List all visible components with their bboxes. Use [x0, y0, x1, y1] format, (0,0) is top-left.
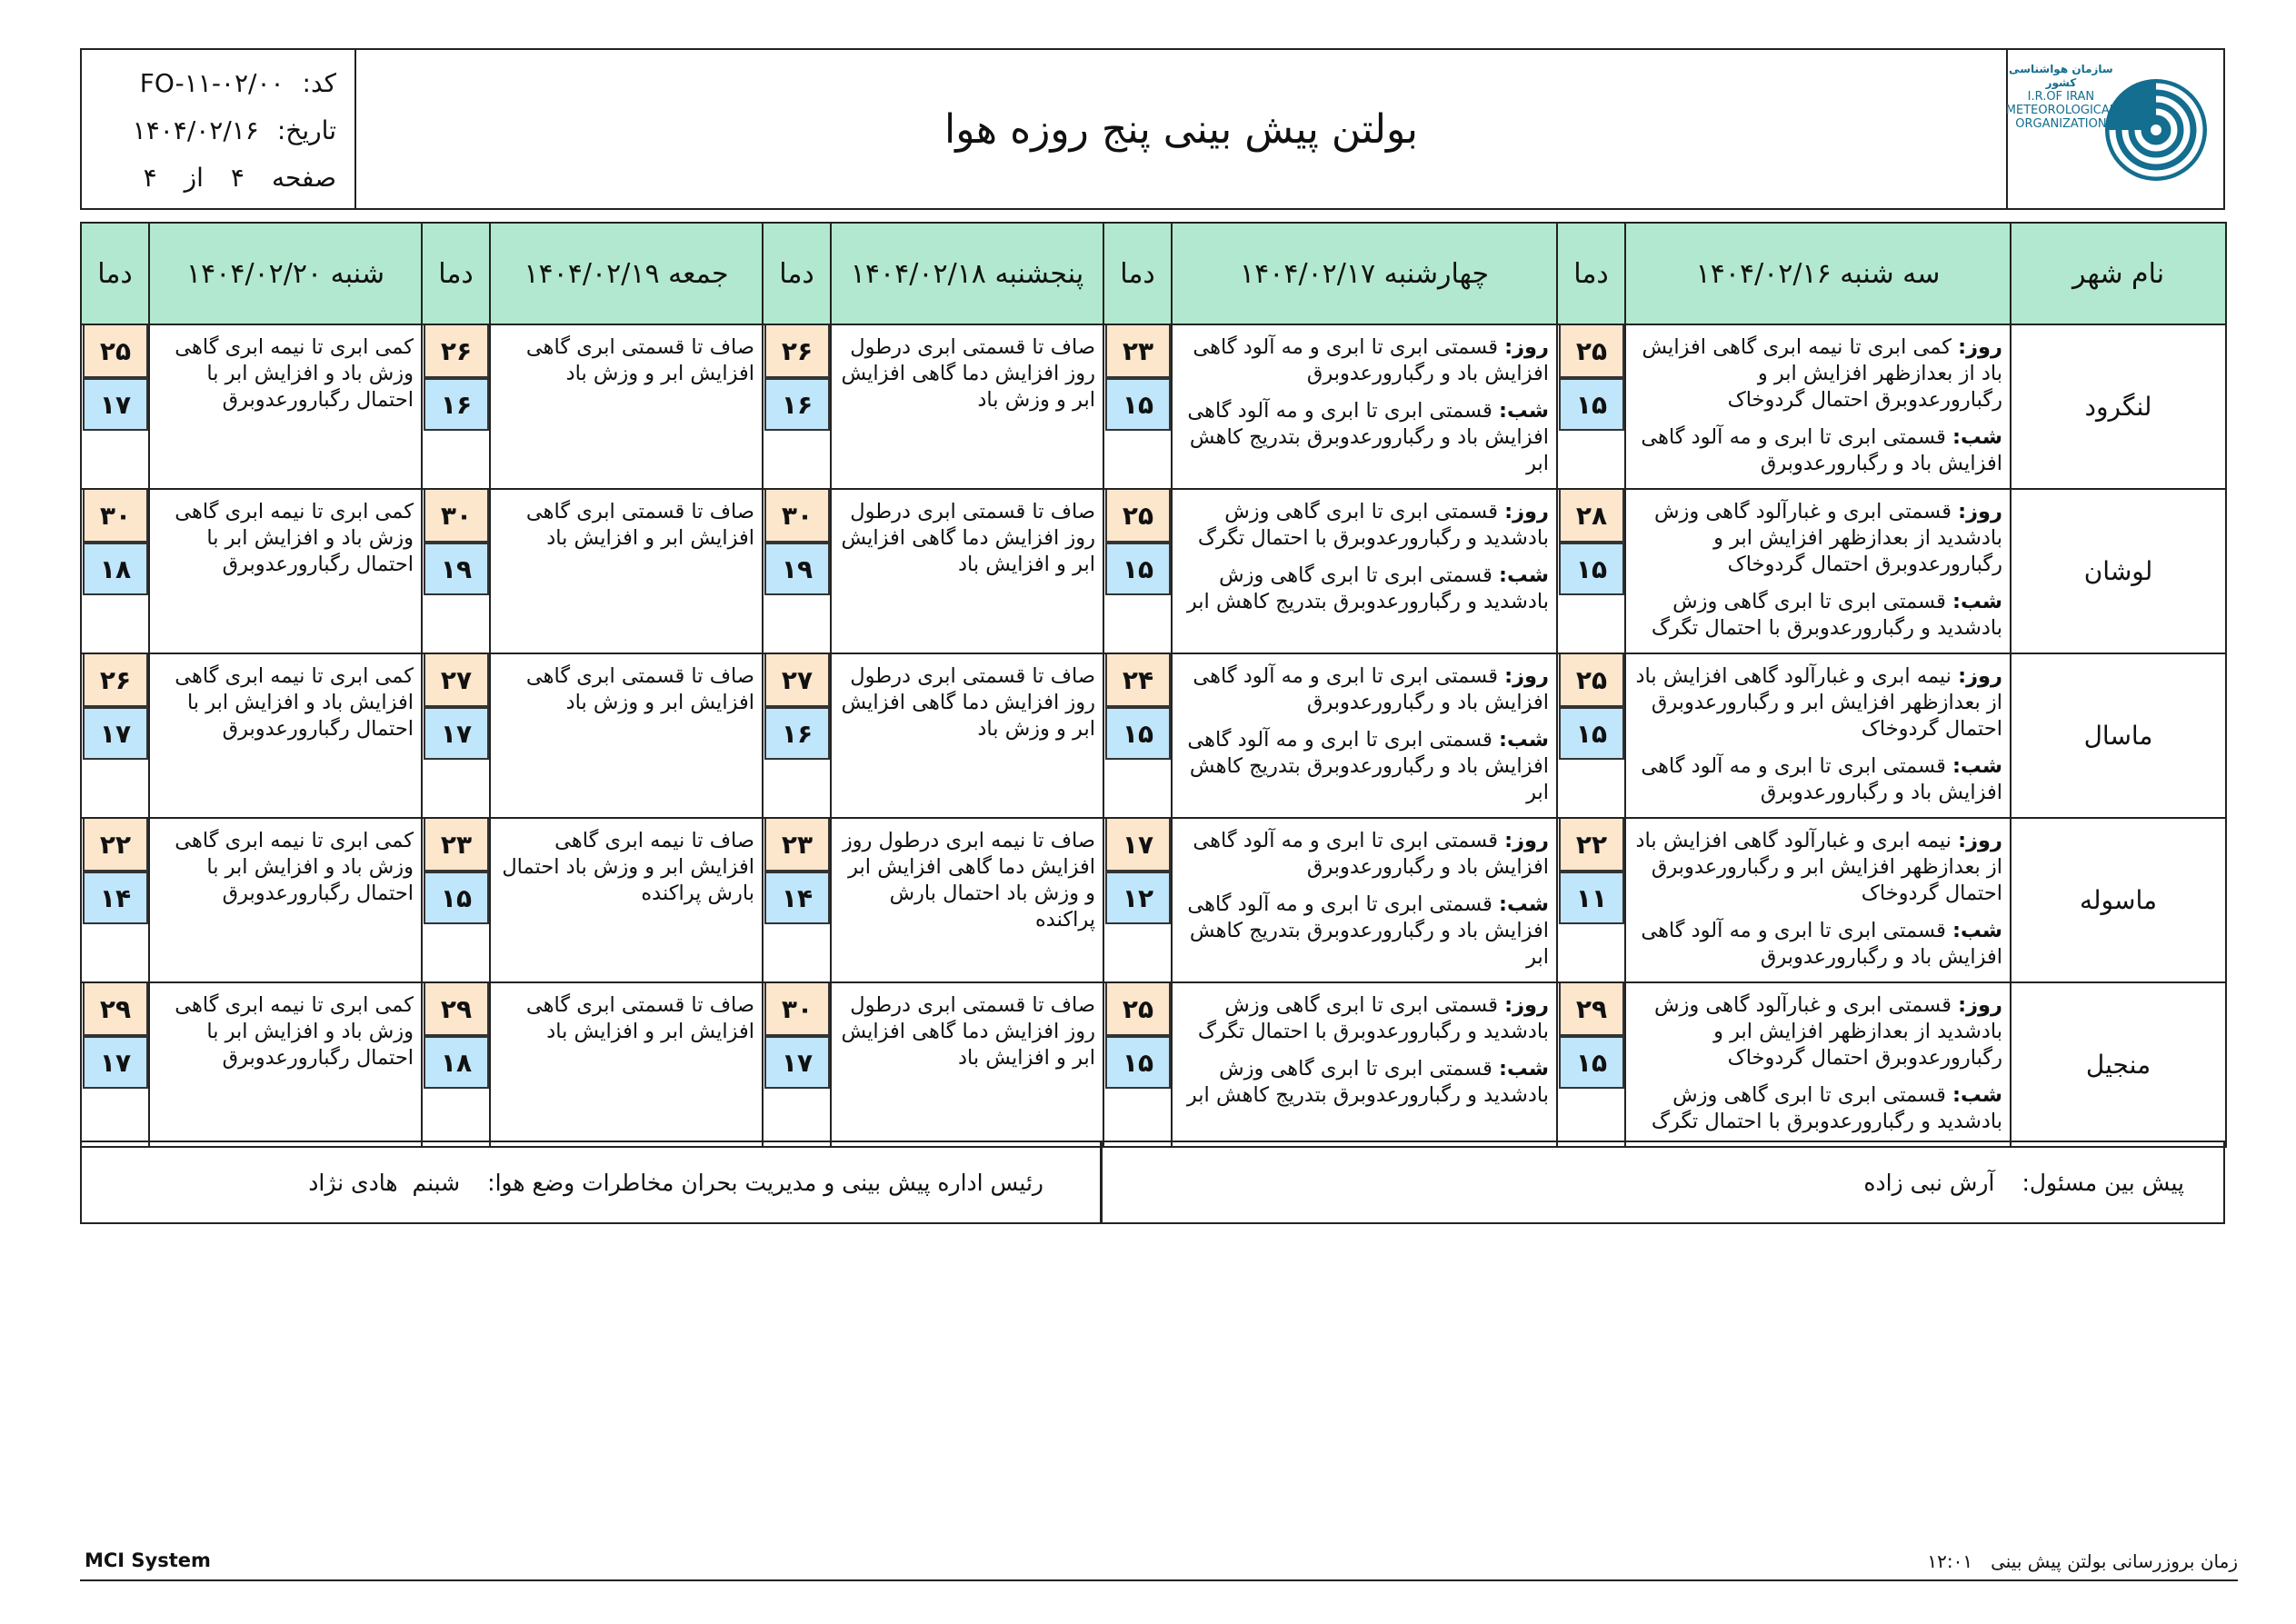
forecast-cell: [1172, 653, 1557, 818]
page-title: بولتن پیش بینی پنج روزه هوا: [943, 105, 1419, 153]
night-forecast-label: شب:: [1952, 1083, 2002, 1107]
night-forecast: [1632, 589, 2002, 642]
temperature-cell: [422, 818, 490, 982]
min-temperature: ۱۵: [1105, 378, 1171, 431]
day-column-header: چهارشنبه ۱۴۰۴/۰۲/۱۷: [1172, 223, 1557, 324]
forecast-cell: [1172, 489, 1557, 653]
night-forecast-text: قسمتی ابری تا ابری گاهی وزش بادشدید و رگبارورعدوبرق با احتمال تگرگ: [1651, 590, 2002, 640]
forecaster-name: آرش نبی زاده: [1863, 1170, 1995, 1196]
forecast-text: صاف تا قسمتی ابری درطول روز افزایش دما گاهی افزایش ابر و وزش باد: [841, 664, 1095, 741]
forecast-description: [832, 983, 1103, 1071]
temperature-cell: [422, 324, 490, 489]
temperature-cell: [763, 982, 831, 1147]
forecast-text: کمی ابری تا نیمه ابری گاهی افزایش باد و افزایش ابر با احتمال رگبارورعدوبرق: [175, 664, 414, 741]
forecast-cell: [1625, 324, 2011, 489]
forecast-text: صاف تا قسمتی ابری درطول روز افزایش دما گاهی افزایش ابر و افزایش باد: [841, 993, 1095, 1070]
day-column-header: جمعه ۱۴۰۴/۰۲/۱۹: [490, 223, 763, 324]
forecast-cell: [831, 982, 1103, 1147]
forecast-body: [81, 324, 2226, 1147]
min-temperature: ۱۵: [424, 872, 489, 924]
code-value: FO-۱۱-۰۲/۰۰: [139, 68, 285, 98]
day-forecast: [1632, 992, 2002, 1071]
min-temperature: ۱۶: [764, 707, 830, 760]
temperature-cell: [81, 324, 149, 489]
update-time: ۱۲:۰۱: [1927, 1550, 1973, 1572]
city-name: ماسال: [2011, 653, 2226, 818]
min-temperature: ۱۹: [424, 543, 489, 595]
forecaster-signature: [1863, 1170, 2184, 1196]
forecast-cell: [1625, 818, 2011, 982]
temperature-cell: [1557, 982, 1625, 1147]
table-row: [81, 324, 2226, 489]
night-forecast: [1178, 1056, 1549, 1109]
max-temperature: ۳۰: [764, 490, 830, 543]
code-row: [140, 68, 336, 98]
footer-divider: [80, 1579, 2238, 1581]
temperature-cell: [422, 982, 490, 1147]
day-forecast-label: روز:: [1958, 993, 2002, 1017]
day-forecast-text: قسمتی ابری تا ابری گاهی وزش بادشدید و رگبارورعدوبرق با احتمال تگرگ: [1197, 500, 1549, 550]
day-forecast-label: روز:: [1958, 335, 2002, 359]
forecast-description: [1173, 325, 1556, 477]
forecast-description: [1626, 983, 2010, 1135]
max-temperature: ۲۸: [1559, 490, 1624, 543]
max-temperature: ۲۷: [764, 654, 830, 707]
temp-column-header: دما: [422, 223, 490, 324]
temperature-cell: [1103, 818, 1172, 982]
day-forecast-text: قسمتی ابری تا ابری و مه آلود گاهی افزایش باد و رگبارورعدوبرق: [1193, 664, 1549, 714]
max-temperature: ۲۶: [83, 654, 148, 707]
day-forecast-text: کمی ابری تا نیمه ابری گاهی افزایش باد از بعدازظهر افزایش ابر و رگبارورعدوبرق احتمال گردوخاک: [1642, 335, 2002, 412]
max-temperature: ۲۲: [1559, 819, 1624, 872]
day-forecast-label: روز:: [1504, 664, 1549, 688]
temperature-cell: [1103, 653, 1172, 818]
forecast-cell: [1625, 653, 2011, 818]
forecast-description: [1626, 325, 2010, 477]
min-temperature: ۱۴: [83, 872, 148, 924]
forecast-description: [1173, 654, 1556, 806]
night-forecast: [1632, 424, 2002, 477]
max-temperature: ۳۰: [424, 490, 489, 543]
logo-text-en-3: ORGANIZATION: [2015, 117, 2107, 131]
day-forecast-text: قسمتی ابری تا ابری و مه آلود گاهی افزایش باد و رگبارورعدوبرق: [1193, 335, 1549, 385]
forecast-text: صاف تا نیمه ابری درطول روز افزایش دما گاهی افزایش ابر و وزش باد احتمال بارش پراکنده: [842, 829, 1095, 932]
temperature-cell: [81, 982, 149, 1147]
max-temperature: ۲۵: [83, 325, 148, 378]
min-temperature: ۱۷: [764, 1036, 830, 1089]
forecast-cell: [149, 489, 422, 653]
day-forecast: [1178, 499, 1549, 552]
forecast-description: [1626, 490, 2010, 642]
max-temperature: ۳۰: [83, 490, 148, 543]
forecast-text: کمی ابری تا نیمه ابری گاهی وزش باد و افزایش ابر با احتمال رگبارورعدوبرق: [175, 500, 414, 576]
temp-column-header: دما: [1103, 223, 1172, 324]
day-forecast: [1178, 663, 1549, 716]
table-row: [81, 653, 2226, 818]
head-name: شبنم هادی نژاد: [308, 1170, 461, 1196]
head-signature: [308, 1170, 1043, 1196]
forecast-description: [150, 490, 421, 578]
max-temperature: ۲۳: [424, 819, 489, 872]
forecast-description: [150, 819, 421, 907]
night-forecast-text: قسمتی ابری تا ابری و مه آلود گاهی افزایش باد و رگبارورعدوبرق بتدریج کاهش ابر: [1187, 399, 1549, 475]
city-column-header: نام شهر: [2011, 223, 2226, 324]
update-time-row: [1927, 1550, 2238, 1572]
temperature-cell: [1103, 324, 1172, 489]
logo-cell: [2006, 50, 2223, 208]
forecast-description: [491, 654, 762, 716]
min-temperature: ۱۶: [424, 378, 489, 431]
min-temperature: ۱۲: [1105, 872, 1171, 924]
max-temperature: ۲۳: [1105, 325, 1171, 378]
forecast-text: صاف تا قسمتی ابری گاهی افزایش ابر و افزایش باد: [525, 993, 754, 1043]
forecast-description: [150, 325, 421, 413]
temperature-cell: [763, 489, 831, 653]
min-temperature: ۱۵: [1559, 1036, 1624, 1089]
night-forecast-label: شب:: [1952, 919, 2002, 942]
forecast-cell: [490, 653, 763, 818]
night-forecast-text: قسمتی ابری تا ابری گاهی وزش بادشدید و رگبارورعدوبرق بتدریج کاهش ابر: [1186, 563, 1549, 613]
table-row: [81, 818, 2226, 982]
page-total: ۴: [143, 163, 157, 193]
night-forecast: [1178, 727, 1549, 806]
forecast-description: [1626, 654, 2010, 806]
temp-column-header: دما: [763, 223, 831, 324]
forecast-description: [491, 819, 762, 907]
max-temperature: ۳۰: [764, 983, 830, 1036]
max-temperature: ۲۴: [1105, 654, 1171, 707]
temp-column-header: دما: [1557, 223, 1625, 324]
forecast-text: صاف تا قسمتی ابری گاهی افزایش ابر و افزایش باد: [525, 500, 754, 550]
min-temperature: ۱۸: [424, 1036, 489, 1089]
temperature-cell: [81, 653, 149, 818]
night-forecast-label: شب:: [1952, 425, 2002, 449]
forecast-cell: [490, 818, 763, 982]
temperature-cell: [1103, 489, 1172, 653]
forecast-description: [832, 490, 1103, 578]
forecast-cell: [149, 818, 422, 982]
day-forecast: [1632, 334, 2002, 413]
forecast-description: [1173, 819, 1556, 971]
night-forecast-label: شب:: [1499, 1057, 1549, 1081]
day-forecast: [1178, 828, 1549, 881]
night-forecast-text: قسمتی ابری تا ابری و مه آلود گاهی افزایش باد و رگبارورعدوبرق: [1641, 754, 2002, 804]
forecaster-label: پیش بین مسئول:: [2021, 1170, 2184, 1196]
max-temperature: ۲۵: [1105, 983, 1171, 1036]
temperature-cell: [763, 324, 831, 489]
night-forecast-text: قسمتی ابری تا ابری و مه آلود گاهی افزایش باد و رگبارورعدوبرق بتدریج کاهش ابر: [1187, 728, 1549, 804]
forecast-cell: [831, 324, 1103, 489]
forecast-text: صاف تا نیمه ابری گاهی افزایش ابر و وزش باد احتمال بارش پراکنده: [502, 829, 754, 905]
max-temperature: ۲۵: [1559, 325, 1624, 378]
forecast-table: [80, 222, 2227, 1148]
night-forecast: [1178, 398, 1549, 477]
table-header-row: [81, 223, 2226, 324]
day-forecast: [1178, 992, 1549, 1045]
temperature-cell: [422, 489, 490, 653]
day-forecast-label: روز:: [1504, 335, 1549, 359]
max-temperature: ۲۹: [424, 983, 489, 1036]
day-forecast-label: روز:: [1958, 829, 2002, 852]
day-forecast-label: روز:: [1958, 664, 2002, 688]
temperature-cell: [1557, 653, 1625, 818]
min-temperature: ۱۷: [83, 707, 148, 760]
forecast-description: [1173, 490, 1556, 615]
forecast-description: [1626, 819, 2010, 971]
day-forecast-text: قسمتی ابری تا ابری گاهی وزش بادشدید و رگبارورعدوبرق با احتمال تگرگ: [1197, 993, 1549, 1043]
forecast-cell: [1625, 982, 2011, 1147]
forecast-text: صاف تا قسمتی ابری درطول روز افزایش دما گاهی افزایش ابر و وزش باد: [841, 335, 1095, 412]
temperature-cell: [1557, 324, 1625, 489]
logo-text: [2006, 63, 2116, 131]
forecast-description: [832, 325, 1103, 413]
day-forecast-text: قسمتی ابری و غبارآلود گاهی وزش بادشدید از بعدازظهر افزایش ابر و رگبارورعدوبرق احتمال گردوخاک: [1654, 993, 2002, 1070]
max-temperature: ۲۵: [1105, 490, 1171, 543]
max-temperature: ۲۶: [764, 325, 830, 378]
night-forecast-text: قسمتی ابری تا ابری و مه آلود گاهی افزایش باد و رگبارورعدوبرق بتدریج کاهش ابر: [1187, 892, 1549, 969]
forecast-text: کمی ابری تا نیمه ابری گاهی وزش باد و افزایش ابر با احتمال رگبارورعدوبرق: [175, 335, 414, 412]
forecast-cell: [831, 489, 1103, 653]
forecast-text: صاف تا قسمتی ابری درطول روز افزایش دما گاهی افزایش ابر و افزایش باد: [841, 500, 1095, 576]
max-temperature: ۲۵: [1559, 654, 1624, 707]
forecast-cell: [149, 982, 422, 1147]
page-row: [144, 163, 336, 193]
day-column-header: سه شنبه ۱۴۰۴/۰۲/۱۶: [1625, 223, 2011, 324]
signature-box: [80, 1141, 2225, 1224]
forecast-cell: [149, 653, 422, 818]
max-temperature: ۲۷: [424, 654, 489, 707]
head-label: رئیس اداره پیش بینی و مدیریت بحران مخاطرات وضع هوا:: [487, 1170, 1043, 1196]
max-temperature: ۲۲: [83, 819, 148, 872]
day-forecast: [1178, 334, 1549, 387]
table-row: [81, 982, 2226, 1147]
forecast-cell: [1172, 818, 1557, 982]
date-row: [133, 115, 336, 145]
day-forecast-label: روز:: [1958, 500, 2002, 523]
night-forecast: [1632, 918, 2002, 971]
day-forecast: [1632, 499, 2002, 578]
day-forecast-text: قسمتی ابری تا ابری و مه آلود گاهی افزایش باد و رگبارورعدوبرق: [1193, 829, 1549, 879]
day-column-header: پنجشنبه ۱۴۰۴/۰۲/۱۸: [831, 223, 1103, 324]
temperature-cell: [1557, 489, 1625, 653]
temperature-cell: [422, 653, 490, 818]
city-name: لوشان: [2011, 489, 2226, 653]
night-forecast-label: شب:: [1499, 399, 1549, 423]
night-forecast-text: قسمتی ابری تا ابری گاهی وزش بادشدید و رگبارورعدوبرق بتدریج کاهش ابر: [1186, 1057, 1549, 1107]
forecast-text: کمی ابری تا نیمه ابری گاهی وزش باد و افزایش ابر با احتمال رگبارورعدوبرق: [175, 993, 414, 1070]
page-label: صفحه: [271, 163, 336, 193]
day-forecast-text: نیمه ابری و غبارآلود گاهی افزایش باد از بعدازظهر افزایش ابر و رگبارورعدوبرق احتمال گردوخاک: [1635, 664, 2002, 741]
min-temperature: ۱۵: [1105, 707, 1171, 760]
day-column-header: شنبه ۱۴۰۴/۰۲/۲۰: [149, 223, 422, 324]
forecast-text: صاف تا قسمتی ابری گاهی افزایش ابر و وزش باد: [525, 664, 754, 714]
signature-divider: [1100, 1142, 1103, 1222]
min-temperature: ۱۸: [83, 543, 148, 595]
forecast-description: [832, 819, 1103, 933]
forecast-cell: [490, 982, 763, 1147]
city-name: ماسوله: [2011, 818, 2226, 982]
forecast-description: [1173, 983, 1556, 1109]
min-temperature: ۱۷: [424, 707, 489, 760]
forecast-text: صاف تا قسمتی ابری گاهی افزایش ابر و وزش باد: [525, 335, 754, 385]
max-temperature: ۲۹: [1559, 983, 1624, 1036]
forecast-cell: [1172, 982, 1557, 1147]
forecast-description: [150, 654, 421, 742]
night-forecast-label: شب:: [1952, 590, 2002, 613]
day-forecast-label: روز:: [1504, 500, 1549, 523]
forecast-description: [491, 983, 762, 1045]
max-temperature: ۲۶: [424, 325, 489, 378]
min-temperature: ۱۵: [1559, 543, 1624, 595]
forecast-cell: [1625, 489, 2011, 653]
day-forecast-text: قسمتی ابری و غبارآلود گاهی وزش بادشدید از بعدازظهر افزایش ابر و رگبارورعدوبرق احتمال گردوخاک: [1654, 500, 2002, 576]
max-temperature: ۲۹: [83, 983, 148, 1036]
city-name: منجیل: [2011, 982, 2226, 1147]
temp-column-header: دما: [81, 223, 149, 324]
page-current: ۴: [230, 163, 245, 193]
min-temperature: ۱۵: [1559, 707, 1624, 760]
night-forecast: [1632, 753, 2002, 806]
min-temperature: ۱۷: [83, 378, 148, 431]
night-forecast: [1632, 1082, 2002, 1135]
meteorological-organization-logo-icon: [2101, 75, 2211, 184]
temperature-cell: [81, 489, 149, 653]
temperature-cell: [763, 818, 831, 982]
min-temperature: ۱۵: [1105, 543, 1171, 595]
forecast-cell: [831, 818, 1103, 982]
forecast-description: [491, 325, 762, 387]
forecast-cell: [149, 324, 422, 489]
day-forecast-label: روز:: [1504, 829, 1549, 852]
night-forecast-label: شب:: [1952, 754, 2002, 778]
max-temperature: ۱۷: [1105, 819, 1171, 872]
night-forecast-label: شب:: [1499, 728, 1549, 752]
page-of: از: [184, 163, 204, 193]
night-forecast-text: قسمتی ابری تا ابری و مه آلود گاهی افزایش باد و رگبارورعدوبرق: [1641, 425, 2002, 475]
min-temperature: ۱۱: [1559, 872, 1624, 924]
night-forecast-text: قسمتی ابری تا ابری گاهی وزش بادشدید و رگبارورعدوبرق با احتمال تگرگ: [1651, 1083, 2002, 1133]
system-name: MCI System: [85, 1549, 211, 1571]
day-forecast: [1632, 828, 2002, 907]
night-forecast-text: قسمتی ابری تا ابری و مه آلود گاهی افزایش باد و رگبارورعدوبرق: [1641, 919, 2002, 969]
day-forecast-text: نیمه ابری و غبارآلود گاهی افزایش باد از بعدازظهر افزایش ابر و رگبارورعدوبرق احتمال گردوخاک: [1635, 829, 2002, 905]
forecast-cell: [490, 324, 763, 489]
bulletin-header: [80, 48, 2225, 210]
logo-text-fa: سازمان هواشناسی کشور: [2009, 63, 2113, 89]
temperature-cell: [1103, 982, 1172, 1147]
forecast-cell: [490, 489, 763, 653]
logo-text-en-2: METEOROLOGICAL: [2005, 104, 2116, 117]
min-temperature: ۱۵: [1105, 1036, 1171, 1089]
night-forecast-label: شب:: [1499, 563, 1549, 587]
code-label: کد:: [302, 68, 336, 98]
min-temperature: ۱۶: [764, 378, 830, 431]
night-forecast: [1178, 563, 1549, 615]
forecast-description: [832, 654, 1103, 742]
night-forecast-label: شب:: [1499, 892, 1549, 916]
forecast-description: [491, 490, 762, 552]
logo-text-en-1: I.R.OF IRAN: [2027, 90, 2095, 104]
day-forecast: [1632, 663, 2002, 742]
table-row: [81, 489, 2226, 653]
min-temperature: ۱۴: [764, 872, 830, 924]
night-forecast: [1178, 892, 1549, 971]
temperature-cell: [1557, 818, 1625, 982]
max-temperature: ۲۳: [764, 819, 830, 872]
temperature-cell: [81, 818, 149, 982]
day-forecast-label: روز:: [1504, 993, 1549, 1017]
date-label: تاریخ:: [276, 115, 336, 145]
min-temperature: ۱۹: [764, 543, 830, 595]
min-temperature: ۱۵: [1559, 378, 1624, 431]
city-name: لنگرود: [2011, 324, 2226, 489]
forecast-cell: [831, 653, 1103, 818]
forecast-text: کمی ابری تا نیمه ابری گاهی وزش باد و افزایش ابر با احتمال رگبارورعدوبرق: [175, 829, 414, 905]
date-value: ۱۴۰۴/۰۲/۱۶: [132, 115, 259, 145]
min-temperature: ۱۷: [83, 1036, 148, 1089]
temperature-cell: [763, 653, 831, 818]
forecast-description: [150, 983, 421, 1071]
forecast-cell: [1172, 324, 1557, 489]
document-meta: [82, 50, 356, 208]
update-label: زمان بروزرسانی بولتن پیش بینی: [1991, 1550, 2238, 1572]
